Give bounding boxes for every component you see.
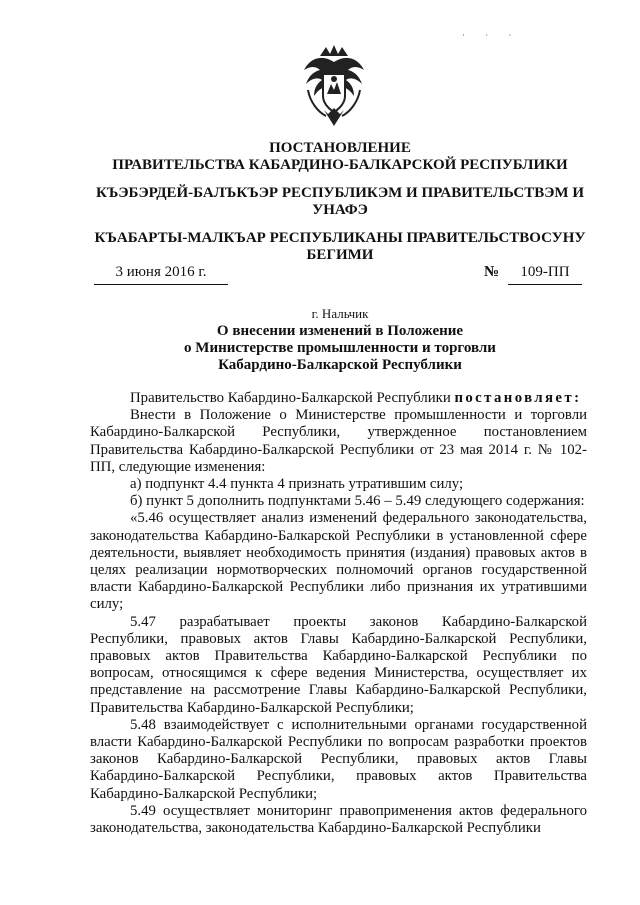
city-name: г. Нальчик [311,306,369,321]
body-paragraph: 5.48 взаимодействует с исполнительными органами государственной власти Кабардино-Балкарской Республики по вопросам разработки проектов законов Кабардино-Балкарской Республики, правовых актов Главы Кабардино-Балкарской Республики, правовых актов Правительства Кабардино-Балкарской Республики; [90,716,587,802]
number-sign: № [484,264,500,280]
title-line3: Кабардино-Балкарской Республики [218,357,462,373]
body-paragraph: б) пункт 5 дополнить подпунктами 5.46 – 5.49 следующего содержания: [130,493,585,510]
header-government: ПРАВИТЕЛЬСТВА КАБАРДИНО-БАЛКАРСКОЙ РЕСПУБЛИКИ [112,157,568,173]
header-title: ПОСТАНОВЛЕНИЕ [269,140,411,156]
body-paragraph: 5.49 осуществляет мониторинг правоприменения актов федерального законодательства, законодательства Кабардино-Балкарской Республики [90,802,587,837]
body-paragraph: Внести в Положение о Министерстве промышленности и торговли Кабардино-Балкарской Республики, утвержденное постановлением Правительства Кабардино-Балкарской Республики от 23 мая 2014 г. № 102-ПП, следующие изменения: [90,407,587,475]
decree-verb: постановляет: [454,390,582,406]
title-line1: О внесении изменений в Положение [216,323,464,339]
body-paragraph: 5.47 разрабатывает проекты законов Кабардино-Балкарской Республики, правовых актов Главы Кабардино-Балкарской Республики, правовых актов Правительства Кабардино-Балкарской Республики по вопросам, относящимся к сфере ведения Министерства, осуществляет их представление на рассмотрение Главы Кабардино-Балкарской Республики, Правительства Кабардино-Балкарской Республики; [90,613,587,716]
title-line2: о Министерстве промышленности и торговли [184,340,496,356]
header-kabardian-line2: УНАФЭ [312,202,368,218]
header-balkar-line2: БЕГИМИ [306,247,374,263]
decree-paragraph [90,390,587,407]
header-kabardian-line1: КЪЭБЭРДЕЙ-БАЛЪКЪЭР РЕСПУБЛИКЭМ И ПРАВИТЕЛЬСТВЭМ И [96,185,584,201]
coat-of-arms-icon [300,44,368,130]
body-paragraph: «5.46 осуществляет анализ изменений федерального законодательства, законодательства Кабардино-Балкарской Республики в установленной сфере деятельности, выявляет необходимость принятия (издания) правовых актов в целях реализации нормотворческих полномочий органов государственной власти Кабардино-Балкарской Республики либо признания их утратившими силу; [90,510,587,613]
document-date: 3 июня 2016 г. [94,263,228,285]
body-paragraph: а) подпункт 4.4 пункта 4 признать утратившим силу; [130,476,464,493]
decree-subject: Правительство Кабардино-Балкарской Республики [130,390,455,406]
scan-specks: · · · [462,30,521,40]
document-body [90,390,587,837]
document-title [60,323,620,374]
document-number: 109-ПП [508,263,582,285]
header-balkar-line1: КЪАБАРТЫ-МАЛКЪАР РЕСПУБЛИКАНЫ ПРАВИТЕЛЬСТВОСУНУ [94,230,586,246]
